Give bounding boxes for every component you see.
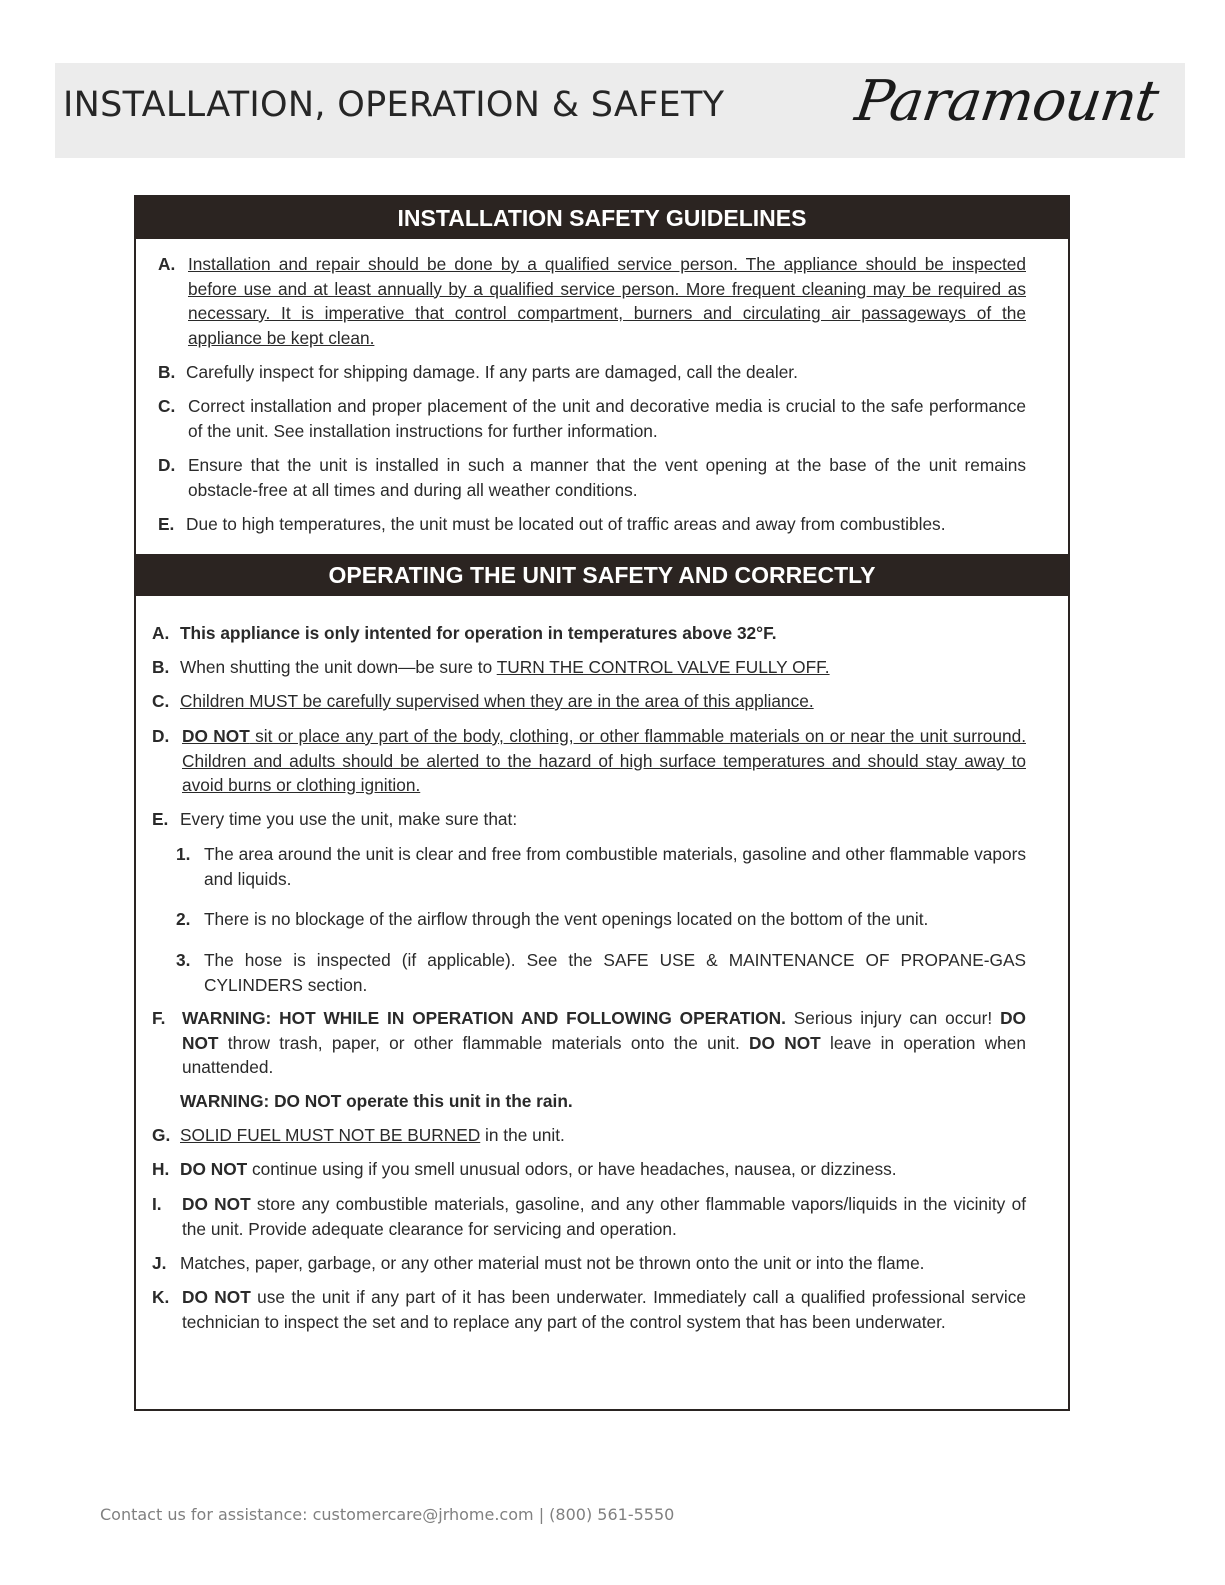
- page-title: INSTALLATION, OPERATION & SAFETY: [63, 85, 725, 125]
- install-item-c: C. Correct installation and proper placement of the unit and decorative media is crucial to the safe performance of the unit. See installation instructions for further information.: [158, 396, 1026, 441]
- install-item-d: D. Ensure that the unit is installed in such a manner that the vent opening at the base of the unit remains obstacle-free at all times and during all weather conditions.: [158, 455, 1026, 500]
- brand-logo: Paramount: [851, 69, 1162, 134]
- operating-item-j: J. Matches, paper, garbage, or any other material must not be thrown onto the unit or into the flame.: [152, 1253, 925, 1273]
- safety-panel: [134, 195, 1070, 1411]
- operating-item-k: K. DO NOT use the unit if any part of it has been underwater. Immediately call a qualified professional service technician to inspect the set and to replace any part of the control system that has been underwater.: [152, 1287, 1027, 1332]
- operating-item-d: D. DO NOT sit or place any part of the body, clothing, or other flammable materials on or near the unit surround. Children and adults should be alerted to the hazard of high surface temperatures and should stay away to avoid burns or clothing ignition.: [152, 726, 1026, 795]
- operating-item-h: H. DO NOT continue using if you smell unusual odors, or have headaches, nausea, or dizziness.: [152, 1159, 897, 1179]
- install-item-b: B. Carefully inspect for shipping damage. If any parts are damaged, call the dealer.: [158, 362, 798, 382]
- operating-item-a: A. This appliance is only intented for operation in temperatures above 32°F.: [152, 623, 777, 643]
- operating-item-g: G. SOLID FUEL MUST NOT BE BURNED in the unit.: [152, 1125, 565, 1145]
- operating-heading: OPERATING THE UNIT SAFETY AND CORRECTLY: [136, 554, 1068, 596]
- operating-item-i: I. DO NOT store any combustible materials, gasoline, and any other flammable vapors/liquids in the vicinity of the unit. Provide adequate clearance for servicing and operation.: [152, 1194, 1026, 1239]
- install-item-e: E. Due to high temperatures, the unit must be located out of traffic areas and away from combustibles.: [158, 514, 946, 534]
- operating-item-f: F. WARNING: HOT WHILE IN OPERATION AND FOLLOWING OPERATION. Serious injury can occur! DO NOT throw trash, paper, or other flammable materials onto the unit. DO NOT leave in operation when unattended.: [152, 1008, 1027, 1077]
- header-band: [55, 63, 1185, 158]
- install-item-a: A. Installation and repair should be done by a qualified service person. The appliance should be inspected before use and at least annually by a qualified service person. More frequent cleaning may be required as necessary. It is imperative that control compartment, burners and circulating air passageways of the appliance be kept clean.: [158, 254, 1026, 348]
- footer-contact: Contact us for assistance: customercare@jrhome.com | (800) 561-5550: [100, 1505, 675, 1524]
- operating-item-b: B. When shutting the unit down—be sure to TURN THE CONTROL VALVE FULLY OFF.: [152, 657, 830, 677]
- operating-subitem-2: 2. There is no blockage of the airflow through the vent openings located on the bottom of the unit.: [176, 909, 929, 929]
- rain-warning: WARNING: DO NOT operate this unit in the rain.: [180, 1091, 573, 1111]
- operating-item-e: E. Every time you use the unit, make sure that:: [152, 809, 518, 829]
- operating-item-c: C. Children MUST be carefully supervised when they are in the area of this appliance.: [152, 691, 814, 711]
- operating-subitem-1: 1. The area around the unit is clear and free from combustible materials, gasoline and other flammable vapors and liquids.: [176, 844, 1026, 889]
- operating-subitem-3: 3. The hose is inspected (if applicable). See the SAFE USE & MAINTENANCE OF PROPANE-GAS CYLINDERS section.: [176, 950, 1026, 995]
- installation-heading: INSTALLATION SAFETY GUIDELINES: [136, 197, 1068, 239]
